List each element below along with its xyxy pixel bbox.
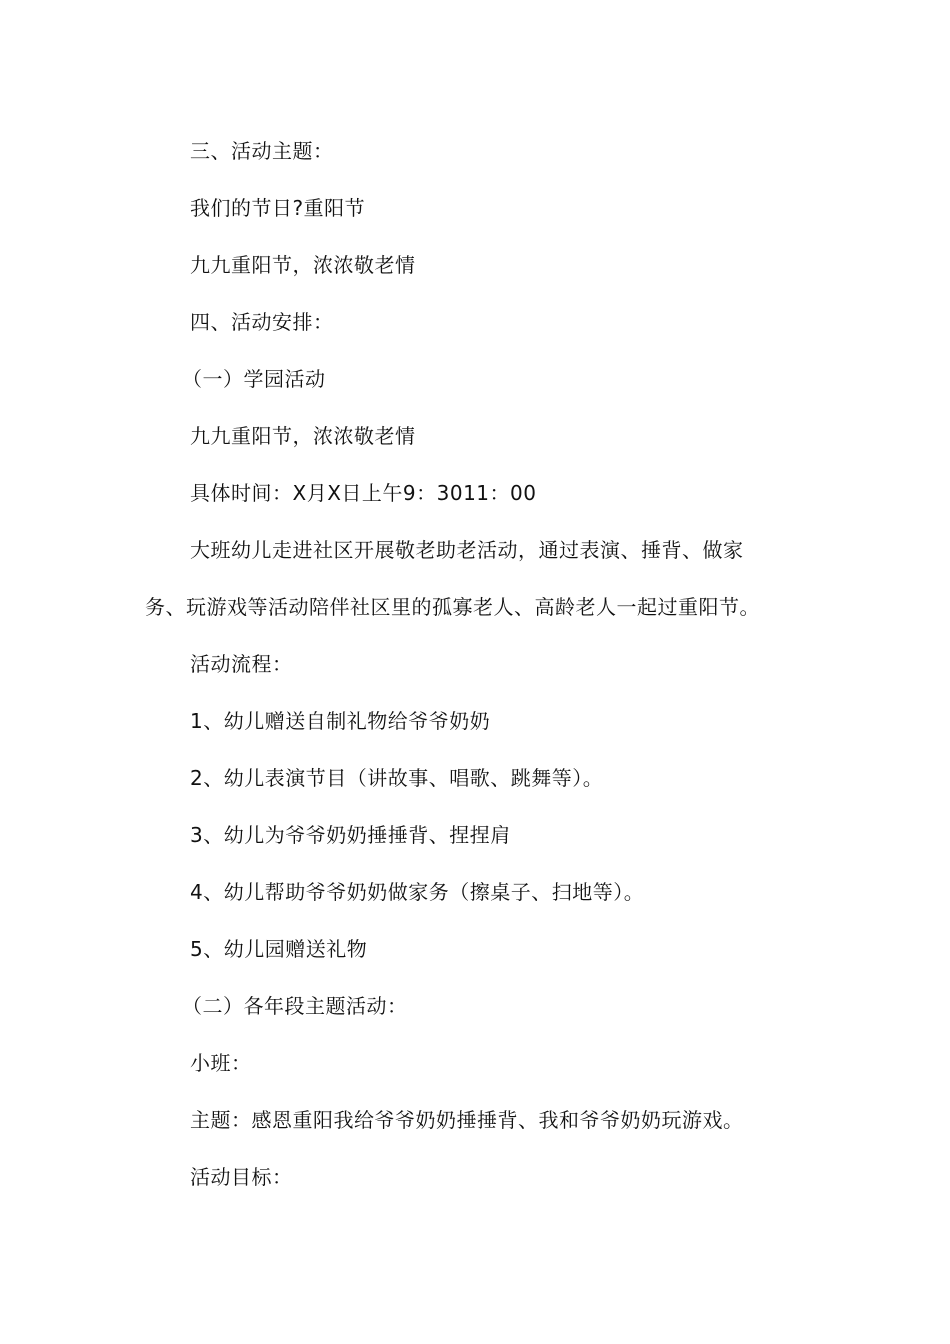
paragraph-line-2: 务、玩游戏等活动陪伴社区里的孤寡老人、高龄老人一起过重阳节。 bbox=[145, 595, 760, 619]
theme-line-festival: 我们的节日?重阳节 bbox=[190, 196, 366, 220]
process-item-5: 5、幼儿园赠送礼物 bbox=[190, 937, 368, 961]
small-class-theme: 主题：感恩重阳我给爷爷奶奶捶捶背、我和爷爷奶奶玩游戏。 bbox=[190, 1108, 744, 1132]
paragraph-line-1: 大班幼儿走进社区开展敬老助老活动，通过表演、捶背、做家 bbox=[190, 538, 744, 562]
small-class-heading: 小班： bbox=[190, 1051, 252, 1075]
section-heading-theme: 三、活动主题： bbox=[190, 139, 334, 163]
activity-goals-heading: 活动目标： bbox=[190, 1165, 293, 1189]
process-heading: 活动流程： bbox=[190, 652, 293, 676]
section-heading-arrangement: 四、活动安排： bbox=[190, 310, 334, 334]
campus-activity-title: 九九重阳节，浓浓敬老情 bbox=[190, 424, 416, 448]
theme-line-slogan: 九九重阳节，浓浓敬老情 bbox=[190, 253, 416, 277]
process-item-3: 3、幼儿为爷爷奶奶捶捶背、捏捏肩 bbox=[190, 823, 511, 847]
activity-time: 具体时间：X月X日上午9：3011：00 bbox=[190, 481, 537, 505]
subsection-heading-campus: （一）学园活动 bbox=[182, 367, 326, 391]
process-item-2: 2、幼儿表演节目（讲故事、唱歌、跳舞等）。 bbox=[190, 766, 604, 790]
subsection-heading-grades: （二）各年段主题活动： bbox=[182, 994, 408, 1018]
process-item-1: 1、幼儿赠送自制礼物给爷爷奶奶 bbox=[190, 709, 491, 733]
process-item-4: 4、幼儿帮助爷爷奶奶做家务（擦桌子、扫地等）。 bbox=[190, 880, 645, 904]
